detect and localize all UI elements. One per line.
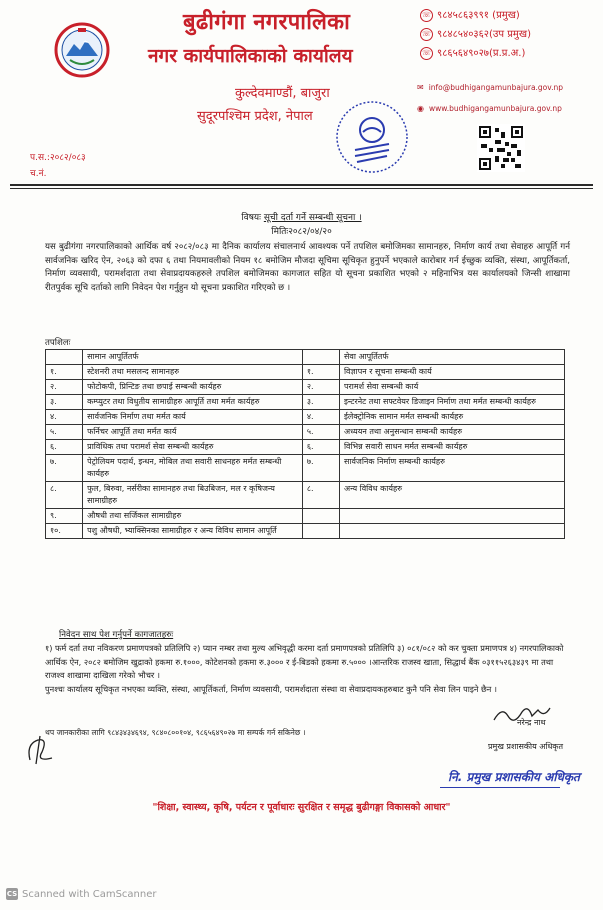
service-number (302, 509, 339, 524)
requirements-heading: निवेदन साथ पेश गर्नुपर्ने कागजातहरुः (59, 630, 174, 640)
service-item: इन्टरनेट तथा सफ्टवेयर डिजाइन निर्माण तथा मर्मत सम्बन्धी कार्यहरु (339, 395, 564, 410)
municipality-title: बुढीगंगा नगरपालिका (183, 10, 351, 35)
header-divider-thin (10, 188, 593, 189)
notice-subject (0, 210, 603, 223)
goods-number: ४. (46, 410, 83, 425)
requirements-block (45, 642, 565, 696)
table-row (46, 425, 565, 440)
header-divider (10, 184, 593, 186)
service-item: परामर्श सेवा सम्बन्धी कार्य (339, 380, 564, 395)
subject-text: सूची दर्ता गर्ने सम्बन्धी सूचना । (263, 213, 362, 223)
goods-number: १. (46, 365, 83, 380)
qr-code-icon (477, 124, 525, 172)
stamp-underline (440, 787, 560, 788)
globe-icon: ◉ (417, 104, 424, 113)
camscanner-logo-icon: CS (6, 890, 18, 898)
phone-icon: ☏ (420, 9, 433, 22)
office-title: नगर कार्यपालिकाको कार्यालय (148, 45, 353, 67)
camscanner-watermark (6, 888, 157, 900)
service-item: ईलेक्ट्रोनिक सामान मर्मत सम्बन्धी कार्यहरु (339, 410, 564, 425)
signatory-title: प्रमुख प्रशासकीय अधिकृत (488, 742, 564, 751)
contact-info: थप जानकारीका लागि ९८४३४३४६९४, ९८४०८००१०४, ९८६५६४९०२७ मा सम्पर्क गर्न सकिनेछ । (45, 728, 306, 737)
table-row (46, 524, 565, 539)
goods-item: प्राविधिक तथा परामर्श सेवा सम्बन्धी कार्यहरु (83, 440, 303, 455)
table-row (46, 440, 565, 455)
goods-item: औषधी तथा सर्जिकल सामाग्रीहरु (83, 509, 303, 524)
service-number: ५. (302, 425, 339, 440)
reference-number: प.स.:२०८२/०८३ (30, 153, 86, 163)
service-number: ३. (302, 395, 339, 410)
service-item: विज्ञापन र सूचना सम्बन्धी कार्य (339, 365, 564, 380)
service-item (339, 509, 564, 524)
email-line: ✉ info@budhigangamunbajura.gov.np (417, 83, 564, 92)
website-line: ◉ www.budhigangamunbajura.gov.np (417, 104, 562, 113)
header-services: सेवा आपूर्तितर्फ (339, 350, 564, 365)
phone-icon: ☏ (420, 47, 433, 60)
service-number: २. (302, 380, 339, 395)
table-row (46, 509, 565, 524)
goods-number: ९. (46, 509, 83, 524)
goods-item: पेट्रोलियम पदार्थ, इन्धन, मोबिल तथा सवारी साधनहरु मर्मत सम्बन्धी कार्यहरु (83, 455, 303, 482)
service-number: ६. (302, 440, 339, 455)
service-item: अन्य विविध कार्यहरु (339, 482, 564, 509)
camscanner-label: Scanned with CamScanner (22, 889, 157, 900)
requirements-note: पुनश्चः कार्यालय सूचिकृत नभएका व्यक्ति, संस्था, आपूर्तिकर्ता, निर्माण व्यवसायी, परामर्शदाता संस्था वा सेवाप्रदायकहरुबाट कुनै पनि सेवा लिन पाइने छैन । (45, 683, 497, 694)
address-line-1: कुल्देवमाण्डौं, बाजुरा (235, 86, 330, 101)
goods-item: फर्निचर आपूर्ति तथा मर्मत कार्य (83, 425, 303, 440)
table-row (46, 482, 565, 509)
goods-item: पशु औषधी, भ्याक्सिनका सामाग्रीहरु र अन्य विविध सामान आपूर्ति (83, 524, 303, 539)
notice-date: मितिः२०८२/०४/२० (271, 227, 332, 237)
service-item (339, 524, 564, 539)
service-number: ८. (302, 482, 339, 509)
goods-number: १०. (46, 524, 83, 539)
table-label: तपशिलः (45, 338, 71, 348)
service-number: ७. (302, 455, 339, 482)
goods-item: कम्प्युटर तथा विधुतीय सामाग्रीहरु आपूर्ति तथा मर्मत कार्यहरु (83, 395, 303, 410)
address-line-2: सुदूरपश्चिम प्रदेश, नेपाल (197, 109, 313, 124)
notice-paragraph: यस बुढीगंगा नगरपालिकाको आर्थिक वर्ष २०८२/०८३ मा दैनिक कार्यालय संचालनार्थ आवश्यक पर्ने तपशिल बमोजिमका सामानहरु, निर्माण कार्य तथा सेवाहरु आपूर्ति गर्न सार्वजनिक खरिद ऐन, २०६३ को दफा ६ तथा नियमावलीको नियम १८ बमोजिम मौजदा सूचिमा सूचिकृत हुनुपर्ने भएकाले कारोबार गर्न ईच्छुक व्यक्ति, संस्था, आपूर्तिकर्ता, निर्माण व्यवसायी, परामर्शदाता तथा सेवाप्रदायकहरुले तपशिल बमोजिमका कागजात सहित यो सूचना प्रकाशित भएको २ महिनाभित्र यस कार्यालयको जिन्सी शाखामा रीतपुर्वक सूचि दर्ताको लागि निवेदन पेश गर्नुहुन यो सूचना प्रकाशित गरिएको छ । (45, 242, 570, 293)
phone-icon: ☏ (420, 28, 433, 41)
table-row (46, 395, 565, 410)
table-header-row (46, 350, 565, 365)
nepal-emblem-icon (52, 20, 112, 78)
service-number: ४. (302, 410, 339, 425)
goods-item: सार्वजनिक निर्माण तथा मर्मत कार्य (83, 410, 303, 425)
signatory-name: नरेन्द्र नाथ (517, 718, 546, 727)
goods-number: ३. (46, 395, 83, 410)
phone-mayor: ☏ ९८४५८६३९९१ (प्रमुख) (420, 7, 520, 22)
municipality-seal-icon (333, 98, 411, 176)
goods-number: ८. (46, 482, 83, 509)
table-row (46, 380, 565, 395)
service-item: अध्ययन तथा अनुसन्धान सम्बन्धी कार्यहरु (339, 425, 564, 440)
table-row (46, 410, 565, 425)
goods-number: ६. (46, 440, 83, 455)
footer-slogan: "शिक्षा, स्वास्थ्य, कृषि, पर्यटन र पूर्वाधारः सुरक्षित र समृद्ध बुढीगङ्गा विकासको आधार" (152, 802, 451, 813)
goods-number: ७. (46, 455, 83, 482)
initials-icon (22, 730, 62, 770)
goods-item: फोटोकपी, प्रिन्टिङ तथा छपाई सम्बन्धी कार्यहरु (83, 380, 303, 395)
service-item: सार्वजनिक निर्माण सम्बन्धी कार्यहरु (339, 455, 564, 482)
dispatch-number: च.नं. (30, 169, 47, 179)
service-number (302, 524, 339, 539)
phone-cao: ☏ ९८६५६४९०२७(प्र.प्र.अ.) (420, 45, 525, 60)
goods-item: स्टेशनरी तथा मसलन्द सामानहरु (83, 365, 303, 380)
service-number: १. (302, 365, 339, 380)
requirements-text: १) फर्म दर्ता तथा नविकरण प्रमाणपत्रको प्रतिलिपि २) प्यान नम्बर तथा मुल्य अभिवृद्धी करमा दर्ता प्रमाणपत्रको प्रतिलिपि ३) ०८१/०८२ को कर चुक्ता प्रमाणपत्र ४) नगरपालिकाको आर्थिक ऐन, २०८२ बमोजिम खुद्राको हकमा रु.१०००, कोटेशनको हकमा रु.३००० र ई-बिडको हकमा रु.५००० ।आन्तरिक राजस्व खाता, सिद्धार्थ बैंक ०३११५२६३४३९ मा तथा राजश्व शाखामा दाखिला गरेको भौचर । (45, 643, 564, 681)
goods-number: ५. (46, 425, 83, 440)
table-row (46, 455, 565, 482)
header-goods: सामान आपूर्तितर्फ (83, 350, 303, 365)
phone-deputy: ☏ ९८४८५४०३६२(उप प्रमुख) (420, 26, 531, 41)
service-item: विभिन्न सवारी साधन मर्मत सम्बन्धी कार्यहरु (339, 440, 564, 455)
table-row (46, 365, 565, 380)
official-stamp: नि. प्रमुख प्रशासकीय अधिकृत (448, 770, 580, 784)
email-icon: ✉ (417, 83, 424, 92)
subject-prefix: विषयः (241, 213, 261, 223)
supply-categories-table (45, 349, 565, 539)
goods-number: २. (46, 380, 83, 395)
goods-item: फुल, बिरुवा, नर्सरीका सामानहरु तथा बिउबिजन, मल र कृषिजन्य सामाग्रीहरु (83, 482, 303, 509)
